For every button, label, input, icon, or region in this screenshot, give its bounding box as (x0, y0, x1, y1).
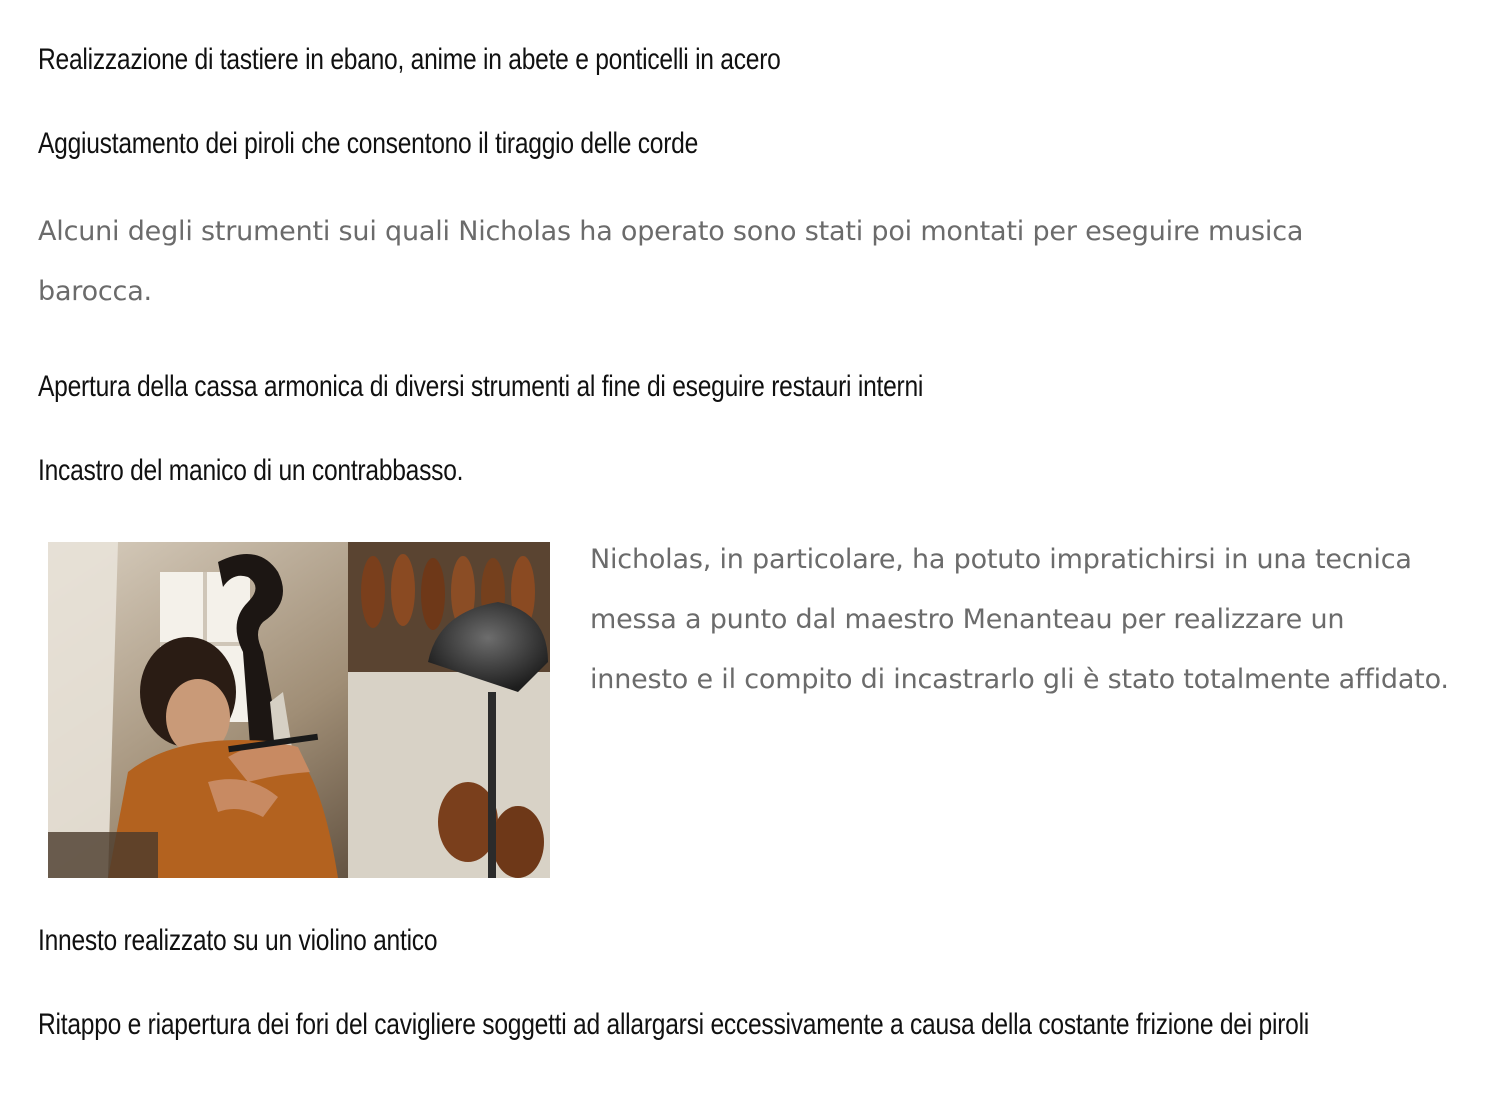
heading-text: Realizzazione di tastiere in ebano, anime in abete e ponticelli in acero (38, 43, 781, 76)
heading-innesto (38, 919, 525, 963)
heading-tastiere (38, 38, 944, 82)
heading-ritappo (38, 1003, 1500, 1047)
luthier-illustration (48, 542, 550, 878)
heading-text: Aggiustamento dei piroli che consentono il tiraggio delle corde (38, 127, 699, 160)
workshop-photo (48, 542, 550, 878)
heading-text: Apertura della cassa armonica di diversi strumenti al fine di eseguire restauri interni (38, 370, 924, 403)
heading-cassa-armonica (38, 365, 1117, 409)
heading-text: Innesto realizzato su un violino antico (38, 924, 438, 957)
paragraph-barocca: Alcuni degli strumenti sui quali Nicholas ha operato sono stati poi montati per eseguire musica barocca. (38, 216, 1304, 307)
paragraph-menanteau: Nicholas, in particolare, ha potuto impratichirsi in una tecnica messa a punto dal maestro Menanteau per realizzare un innesto e il compito di incastrarlo gli è stato totalmente affidato. (590, 544, 1449, 695)
heading-piroli (38, 122, 843, 166)
heading-text: Ritappo e riapertura dei fori del cavigliere soggetti ad allargarsi eccessivamente a causa della costante frizione dei piroli (38, 1008, 1310, 1041)
heading-text: Incastro del manico di un contrabbasso. (38, 454, 464, 487)
heading-contrabbasso (38, 449, 557, 493)
